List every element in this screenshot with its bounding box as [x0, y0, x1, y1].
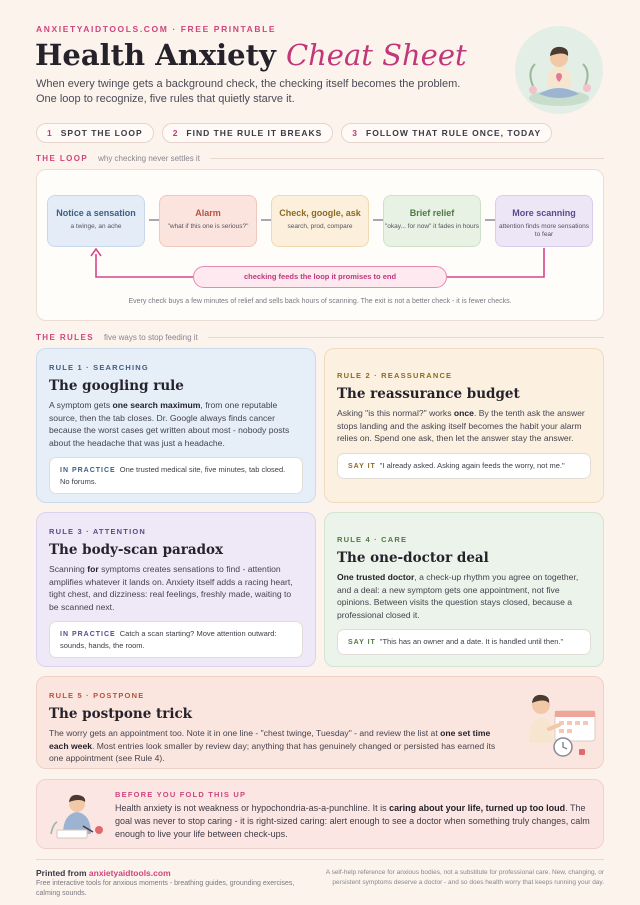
box-key: IN PRACTICE — [60, 467, 116, 474]
rules-section-heading — [36, 333, 604, 342]
divider — [210, 158, 604, 159]
rules-section-label: THE RULES — [36, 333, 94, 342]
rule-body: The worry gets an appointment too. Note it in one line - "chest twinge, Tuesday" - and review the list at one set time each week. Most entries look smaller by review day; anything that has genuinely changed or persisted has earned its one appointment (see Rule 4). — [49, 728, 496, 763]
rule-card-reassurance — [324, 348, 604, 503]
page-subtitle: When every twinge gets a background check, the checking itself becomes the problem. One loop to recognize, five rules that quietly starve it. — [36, 78, 461, 105]
divider — [208, 337, 604, 338]
rule-card-postpone — [36, 676, 604, 769]
box-key: SAY IT — [348, 462, 376, 470]
closing-label: BEFORE YOU FOLD THIS UP — [115, 790, 247, 799]
rule-tag: RULE 5 · POSTPONE — [49, 691, 145, 700]
step-pill — [162, 123, 334, 143]
footer-url-link[interactable]: anxietyaidtools.com — [88, 868, 171, 878]
loop-footnote: Every check buys a few minutes of relief and sells back hours of scanning. The exit is not a better check - it is fewer checks. — [128, 298, 512, 305]
step-pill — [341, 123, 552, 143]
box-key: IN PRACTICE — [60, 631, 116, 638]
box-text: "This has an owner and a date. It is handled until then." — [379, 637, 564, 646]
rule-body: One trusted doctor, a check-up rhythm you agree on together, and a deal: a new symptom gets one appointment, not five opinions. Between visits the question stays closed, because a professional closed it. — [337, 572, 579, 620]
rules-section-note: five ways to stop feeding it — [103, 333, 198, 342]
calendar-clock-illustration-icon — [521, 685, 601, 765]
step-number: 1 — [47, 128, 53, 138]
rule-body: Asking "is this normal?" works once. By the tenth ask the answer stops landing and the asking itself becomes the habit your alarm relies on. Spend one ask, then let the answer stay the answer. — [337, 408, 585, 443]
box-key: SAY IT — [348, 639, 376, 646]
node-desc: "what if this one is serious?" — [167, 223, 249, 230]
step-number: 2 — [172, 128, 179, 138]
footer-divider — [36, 859, 604, 860]
footer-printed-from: Printed from anxietyaidtools.com — [36, 868, 171, 878]
rule-card-one-doctor — [324, 512, 604, 667]
loop-section-note: why checking never settles it — [98, 154, 200, 163]
rule-card-body-scan — [36, 512, 316, 667]
brand-kicker: ANXIETYAIDTOOLS.COM · FREE PRINTABLE — [36, 24, 277, 34]
rule-say-box — [337, 629, 591, 655]
node-title: Notice a sensation — [56, 208, 136, 218]
closing-note — [36, 779, 604, 849]
title-main: Health Anxiety — [35, 38, 276, 72]
footer-tagline: Free interactive tools for anxious moments - breathing guides, grounding exercises, calming sounds. — [36, 880, 295, 897]
node-title: Brief relief — [409, 208, 455, 218]
rule-title: The one-doctor deal — [337, 550, 489, 566]
rule-title: The postpone trick — [49, 706, 193, 722]
footer-disclaimer: A self-help reference for anxious bodies, not a substitute for professional care. New, changing, or persistent symptoms deserve a doctor - and so does health worry that keeps running your day. — [325, 869, 604, 886]
node-desc: "okay... for now" it fades in hours — [384, 223, 480, 230]
box-text: One trusted medical site, five minutes, tab closed. No forums. — [60, 465, 286, 486]
rule-practice-box — [49, 457, 303, 494]
rule-tag: RULE 4 · CARE — [337, 535, 408, 544]
writing-person-illustration-icon — [49, 790, 105, 842]
box-text: "I already asked. Asking again feeds the worry, not me." — [379, 460, 565, 470]
step-label: FIND THE RULE IT BREAKS — [186, 128, 323, 138]
steps-row — [36, 123, 552, 143]
rule-tag: RULE 2 · REASSURANCE — [337, 371, 453, 380]
loop-section-label: THE LOOP — [36, 154, 89, 163]
meditation-icon — [515, 26, 603, 114]
meditating-person-illustration — [515, 26, 603, 114]
step-label: SPOT THE LOOP — [60, 128, 143, 138]
rule-card-googling — [36, 348, 316, 503]
node-desc: attention finds more sensations to fear — [499, 223, 589, 238]
node-desc: a twinge, an ache — [70, 223, 122, 230]
node-desc: search, prod, compare — [287, 223, 353, 230]
loop-section-heading — [36, 154, 604, 163]
rule-tag: RULE 1 · SEARCHING — [49, 363, 149, 372]
rule-practice-box — [49, 621, 303, 658]
node-title: Check, google, ask — [279, 208, 361, 218]
box-text: Catch a scan starting? Move attention outward: sounds, hands, the room. — [60, 629, 277, 650]
rule-body: Scanning for symptoms creates sensations to find - attention amplifies whatever it lands on. Anxiety itself adds a racing heart, tight chest, and dizziness: real feelings, freshly made, waiting to be scanned next. — [49, 564, 293, 612]
page-title — [35, 38, 467, 72]
feedback-label: checking feeds the loop it promises to end — [193, 266, 447, 288]
loop-diagram — [36, 169, 604, 321]
step-number: 3 — [352, 128, 359, 138]
closing-text: Health anxiety is not weakness or hypochondria-as-a-punchline. It is caring about your life, turned up too loud. The goal was never to stop caring - it is right-sized caring: alert enough to see a doctor when something truly changes, calm enough to live your life between check-ups. — [115, 803, 590, 839]
rule-title: The googling rule — [49, 378, 184, 394]
node-title: More scanning — [512, 208, 576, 218]
step-pill — [36, 123, 154, 143]
rule-say-box — [337, 453, 591, 479]
node-title: Alarm — [195, 208, 221, 218]
title-accent: Cheat Sheet — [285, 38, 467, 72]
rule-title: The body-scan paradox — [49, 542, 224, 558]
rule-body: A symptom gets one search maximum, from one reputable source, then the tab closes. Dr. Google always finds cancer because the worst cases get written about most - nobody posts about the headache that was just a headache. — [49, 400, 290, 448]
step-label: FOLLOW THAT RULE ONCE, TODAY — [366, 128, 542, 138]
rule-title: The reassurance budget — [337, 386, 520, 402]
rule-tag: RULE 3 · ATTENTION — [49, 527, 147, 536]
